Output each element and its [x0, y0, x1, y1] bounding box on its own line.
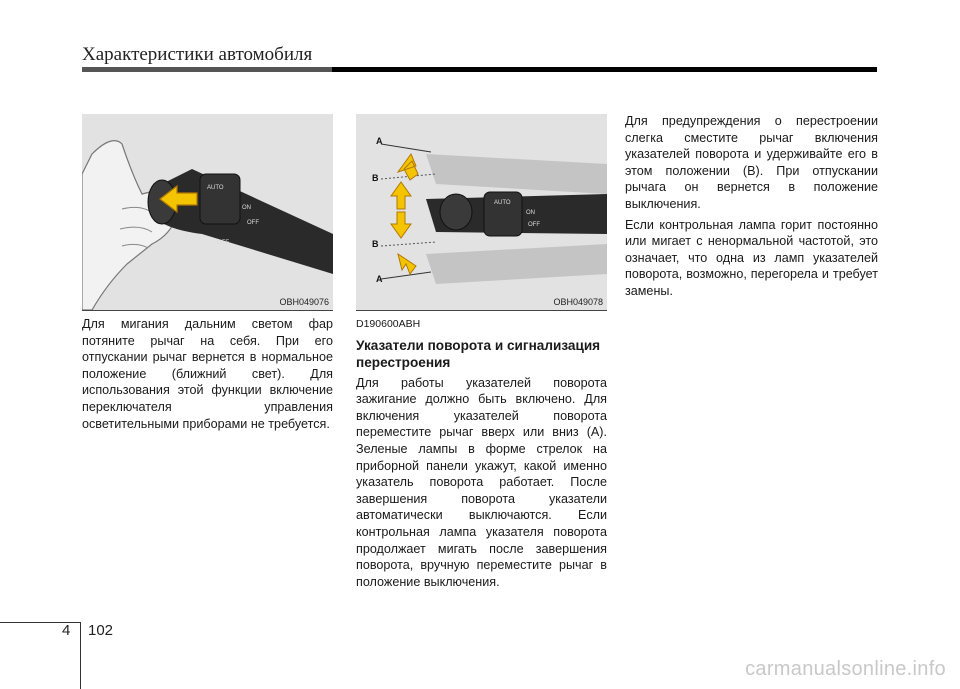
figure-high-beam-illustration — [82, 114, 333, 310]
svg-text:AUTO: AUTO — [207, 185, 224, 191]
label-a-top: A — [376, 136, 383, 146]
footer-rule-vertical — [80, 623, 81, 689]
section-title: Указатели поворота и сигнализация перестроения — [356, 337, 601, 370]
section-code: D190600ABH — [356, 318, 421, 330]
figure-rule — [356, 310, 607, 311]
figure-code: OBH049076 — [279, 297, 329, 307]
svg-text:ON: ON — [526, 210, 535, 216]
label-a-bottom: A — [376, 274, 383, 284]
label-b-bottom: B — [372, 239, 379, 249]
column-3 — [625, 113, 878, 304]
svg-text:OFF: OFF — [217, 240, 229, 246]
paragraph-lane-change: Для предупреждения о перестроении слегка сместите рычаг включения указателей поворота и удерживайте его в этом положении (B). При отпускании рычага он вернется в положение выключения. — [625, 114, 878, 211]
column-1 — [82, 316, 333, 436]
label-b-top: B — [372, 173, 379, 183]
svg-text:AUTO: AUTO — [494, 200, 511, 206]
header-rule-accent — [82, 67, 332, 72]
paragraph-high-beam: Для мигания дальним светом фар потяните рычаг на себя. При его отпускании рычаг вернется в нормальное положение (ближний свет). Для использования этой функции включение переключателя управления осветительными приборами не требуется. — [82, 317, 333, 431]
svg-text:OFF: OFF — [247, 220, 259, 226]
paragraph-warning-lamp: Если контрольная лампа горит постоянно или мигает с ненормальной частотой, это означает, что одна из ламп указателей поворота, возможно, перегорела и требует замены. — [625, 217, 878, 298]
figure-turn-signal-illustration — [356, 114, 607, 310]
svg-text:OFF: OFF — [528, 222, 540, 228]
page-number: 102 — [88, 622, 114, 639]
figure-turn-signal — [356, 114, 607, 310]
watermark: carmanualsonline.info — [745, 658, 946, 680]
figure-code: OBH049078 — [553, 297, 603, 307]
paragraph-turn-signals: Для работы указателей поворота зажигание должно быть включено. Для включения указателей поворота переместите рычаг вверх или вниз (A). Зеленые лампы в форме стрелок на приборной панели укажут, какой именно указатель поворота работает. После завершения поворота указатели автоматически выключаются. Если контрольная лампа указателя поворота продолжает мигать после завершения поворота, вручную переместите рычаг в положение выключения. — [356, 375, 607, 589]
svg-text:ON: ON — [242, 205, 251, 211]
figure-rule — [82, 310, 333, 311]
column-2 — [356, 316, 607, 594]
figure-high-beam-flash — [82, 114, 333, 310]
chapter-number: 4 — [62, 622, 71, 639]
page-header-title: Характеристики автомобиля — [82, 44, 313, 65]
